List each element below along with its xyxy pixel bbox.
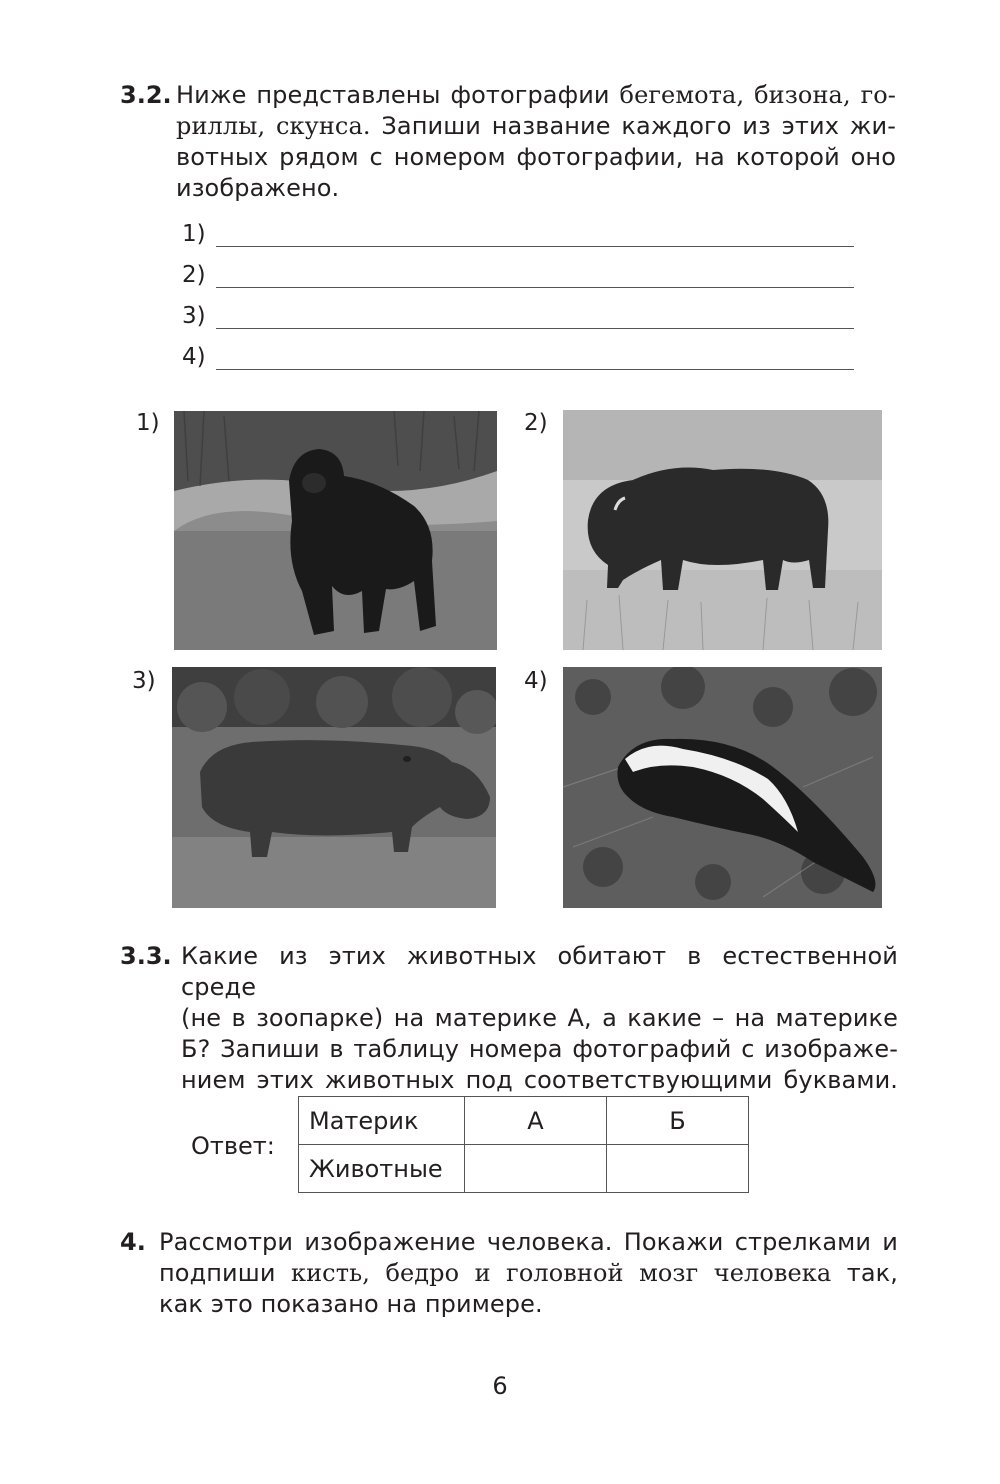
table-cell-animals-a[interactable] <box>465 1145 607 1193</box>
q4-line3: как это показано на примере. <box>159 1290 543 1318</box>
q4-line1: Рассмотри изображение человека. Покажи стрелками и <box>159 1228 898 1256</box>
answer-line-number: 4) <box>182 344 206 370</box>
q32-line1b: бегемота, бизона, го- <box>619 81 897 109</box>
photo-gorilla <box>174 411 497 650</box>
photo-skunk <box>563 667 882 908</box>
q4-line2a: подпиши <box>159 1259 276 1287</box>
photo-3-label: 3) <box>132 668 156 694</box>
question-3-2-text <box>176 80 896 204</box>
question-4-number: 4. <box>120 1228 146 1256</box>
question-3-2-number: 3.2. <box>120 81 172 109</box>
question-3-3-number: 3.3. <box>120 942 172 970</box>
table-header-continent: Материк <box>299 1097 465 1145</box>
question-4-text <box>159 1227 898 1320</box>
answer-line-number: 1) <box>182 221 206 247</box>
q4-line2b: кисть, бедро и головной мозг человека <box>290 1259 832 1287</box>
answer-label: Ответ: <box>191 1132 275 1160</box>
answer-line-1[interactable] <box>182 221 854 251</box>
answer-line-4[interactable] <box>182 344 854 374</box>
q33-line1: Какие из этих животных обитают в естественной среде <box>181 942 898 1001</box>
answer-table <box>298 1096 749 1193</box>
q32-line4: изображено. <box>176 174 340 202</box>
table-col-a: А <box>465 1097 607 1145</box>
photo-bison <box>563 410 882 650</box>
q33-line2: (не в зоопарке) на материке А, а какие – на материке <box>181 1004 898 1032</box>
table-col-b: Б <box>607 1097 749 1145</box>
table-cell-animals-b[interactable] <box>607 1145 749 1193</box>
q33-line3: Б? Запиши в таблицу номера фотографий с изображе- <box>181 1035 898 1063</box>
q32-line3: вотных рядом с номером фотографии, на которой оно <box>176 143 896 171</box>
q32-line2a: риллы, скунса. <box>176 112 371 140</box>
question-3-3-text <box>181 941 898 1096</box>
answer-line-number: 2) <box>182 262 206 288</box>
page-number: 6 <box>492 1372 508 1400</box>
q33-line4: нием этих животных под соответствующими буквами. <box>181 1066 898 1094</box>
photo-1-label: 1) <box>136 410 160 436</box>
answer-line-2[interactable] <box>182 262 854 292</box>
q32-line2b: Запиши название каждого из этих жи- <box>381 112 896 140</box>
answer-line-3[interactable] <box>182 303 854 333</box>
photo-2-label: 2) <box>524 410 548 436</box>
table-header-animals: Животные <box>299 1145 465 1193</box>
q32-line1a: Ниже представлены фотографии <box>176 81 610 109</box>
photo-4-label: 4) <box>524 668 548 694</box>
answer-line-number: 3) <box>182 303 206 329</box>
photo-hippopotamus <box>172 667 496 908</box>
q4-line2c: так, <box>846 1259 898 1287</box>
